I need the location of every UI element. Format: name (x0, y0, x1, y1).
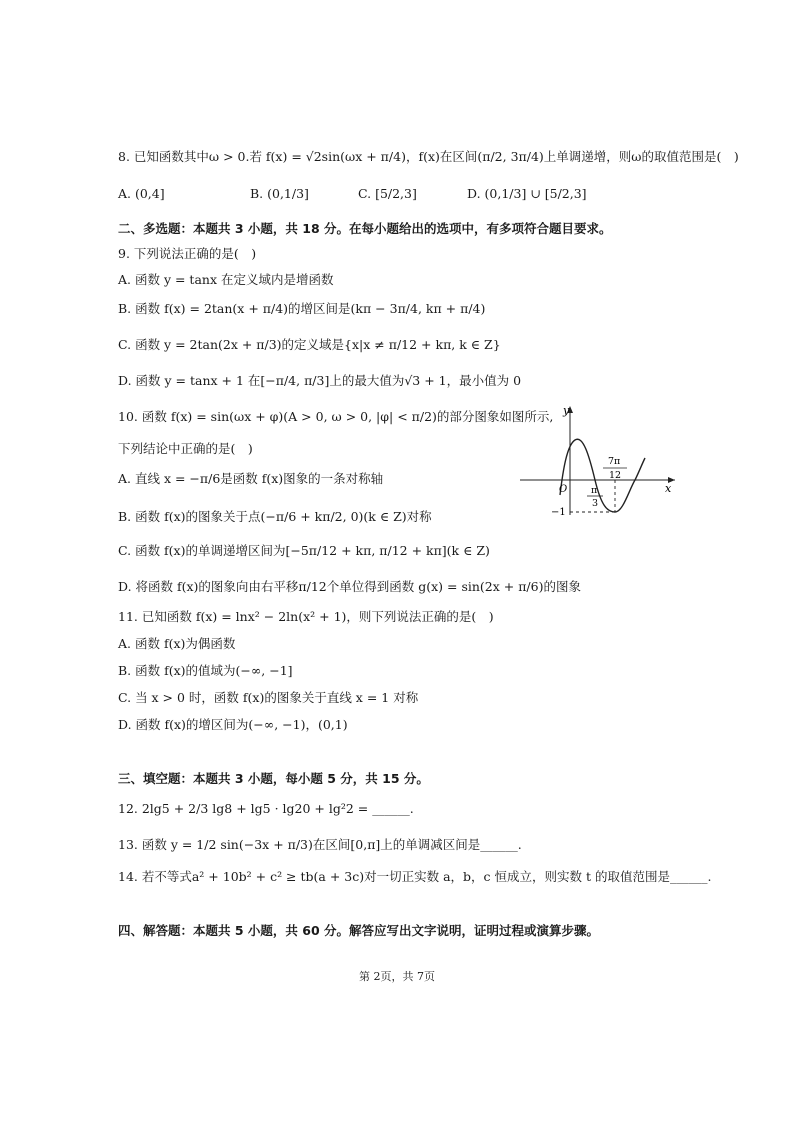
q14-text: 14. 若不等式a² + 10b² + c² ≥ tb(a + 3c)对一切正实数 a，b，c 恒成立，则实数 t 的取值范围是______. (118, 869, 712, 884)
q10-stem-2: 下列结论中正确的是( ) (118, 441, 253, 456)
q10-stem-1: 10. 函数 f(x) = sin(ωx + φ)(A > 0, ω > 0, |φ| < π/2)的部分图象如图所示, (118, 409, 554, 424)
q8-stem: 8. 已知函数其中ω > 0.若 f(x) = √2sin(ωx + π/4)，f(x)在区间(π/2, 3π/4)上单调递增，则ω的取值范围是( ) (118, 149, 739, 164)
q9-option-a: A. 函数 y = tanx 在定义域内是增函数 (118, 272, 334, 287)
section-4-heading: 四、解答题：本题共 5 小题，共 60 分。解答应写出文字说明，证明过程或演算步骤。 (118, 923, 600, 938)
q8-option-d: D. (0,1/3] ∪ [5/2,3] (467, 186, 587, 201)
section-3-heading: 三、填空题：本题共 3 小题，每小题 5 分，共 15 分。 (118, 771, 429, 786)
sine-curve (560, 439, 645, 512)
page-footer: 第 2页，共 7页 (359, 970, 435, 983)
origin-label: O (559, 484, 568, 495)
q11-stem: 11. 已知函数 f(x) = lnx² − 2ln(x² + 1)，则下列说法正确的是( ) (118, 609, 494, 624)
q9-stem: 9. 下列说法正确的是( ) (118, 246, 257, 261)
section-2-heading: 二、多选题：本题共 3 小题，共 18 分。在每小题给出的选项中，有多项符合题目要求。 (118, 221, 612, 236)
q10-function-graph (515, 400, 680, 520)
q8-option-b: B. (0,1/3] (250, 186, 309, 201)
label-pi: π (591, 485, 598, 496)
q10-option-b: B. 函数 f(x)的图象关于点(−π/6 + kπ/2, 0)(k ∈ Z)对称 (118, 509, 432, 524)
q9-option-d: D. 函数 y = tanx + 1 在[−π/4, π/3]上的最大值为√3 + 1，最小值为 0 (118, 373, 522, 388)
label-7pi: 7π (608, 456, 621, 467)
q13-text: 13. 函数 y = 1/2 sin(−3x + π/3)在区间[0,π]上的单调减区间是______. (118, 837, 522, 852)
x-axis-label: x (665, 482, 672, 495)
q8-option-c: C. [5/2,3] (358, 186, 417, 201)
q9-option-b: B. 函数 f(x) = 2tan(x + π/4)的增区间是(kπ − 3π/4, kπ + π/4) (118, 301, 486, 316)
q11-option-a: A. 函数 f(x)为偶函数 (118, 636, 236, 651)
q11-option-c: C. 当 x > 0 时，函数 f(x)的图象关于直线 x = 1 对称 (118, 690, 419, 705)
label-minus-1: −1 (551, 507, 566, 518)
label-12: 12 (609, 470, 622, 481)
q11-option-b: B. 函数 f(x)的值域为(−∞, −1] (118, 663, 293, 678)
q10-option-d: D. 将函数 f(x)的图象向由右平移π/12个单位得到函数 g(x) = sin(2x + π/6)的图象 (118, 579, 581, 594)
q8-option-a: A. (0,4] (118, 186, 165, 201)
y-axis-label: y (563, 404, 570, 417)
q11-option-d: D. 函数 f(x)的增区间为(−∞, −1)，(0,1) (118, 717, 348, 732)
label-3: 3 (592, 498, 599, 509)
q12-text: 12. 2lg5 + 2/3 lg8 + lg5 · lg20 + lg²2 = ______. (118, 801, 414, 816)
q9-option-c: C. 函数 y = 2tan(2x + π/3)的定义域是{x|x ≠ π/12 + kπ, k ∈ Z} (118, 337, 501, 352)
q10-option-c: C. 函数 f(x)的单调递增区间为[−5π/12 + kπ, π/12 + kπ](k ∈ Z) (118, 543, 490, 558)
q10-option-a: A. 直线 x = −π/6是函数 f(x)图象的一条对称轴 (118, 471, 384, 486)
